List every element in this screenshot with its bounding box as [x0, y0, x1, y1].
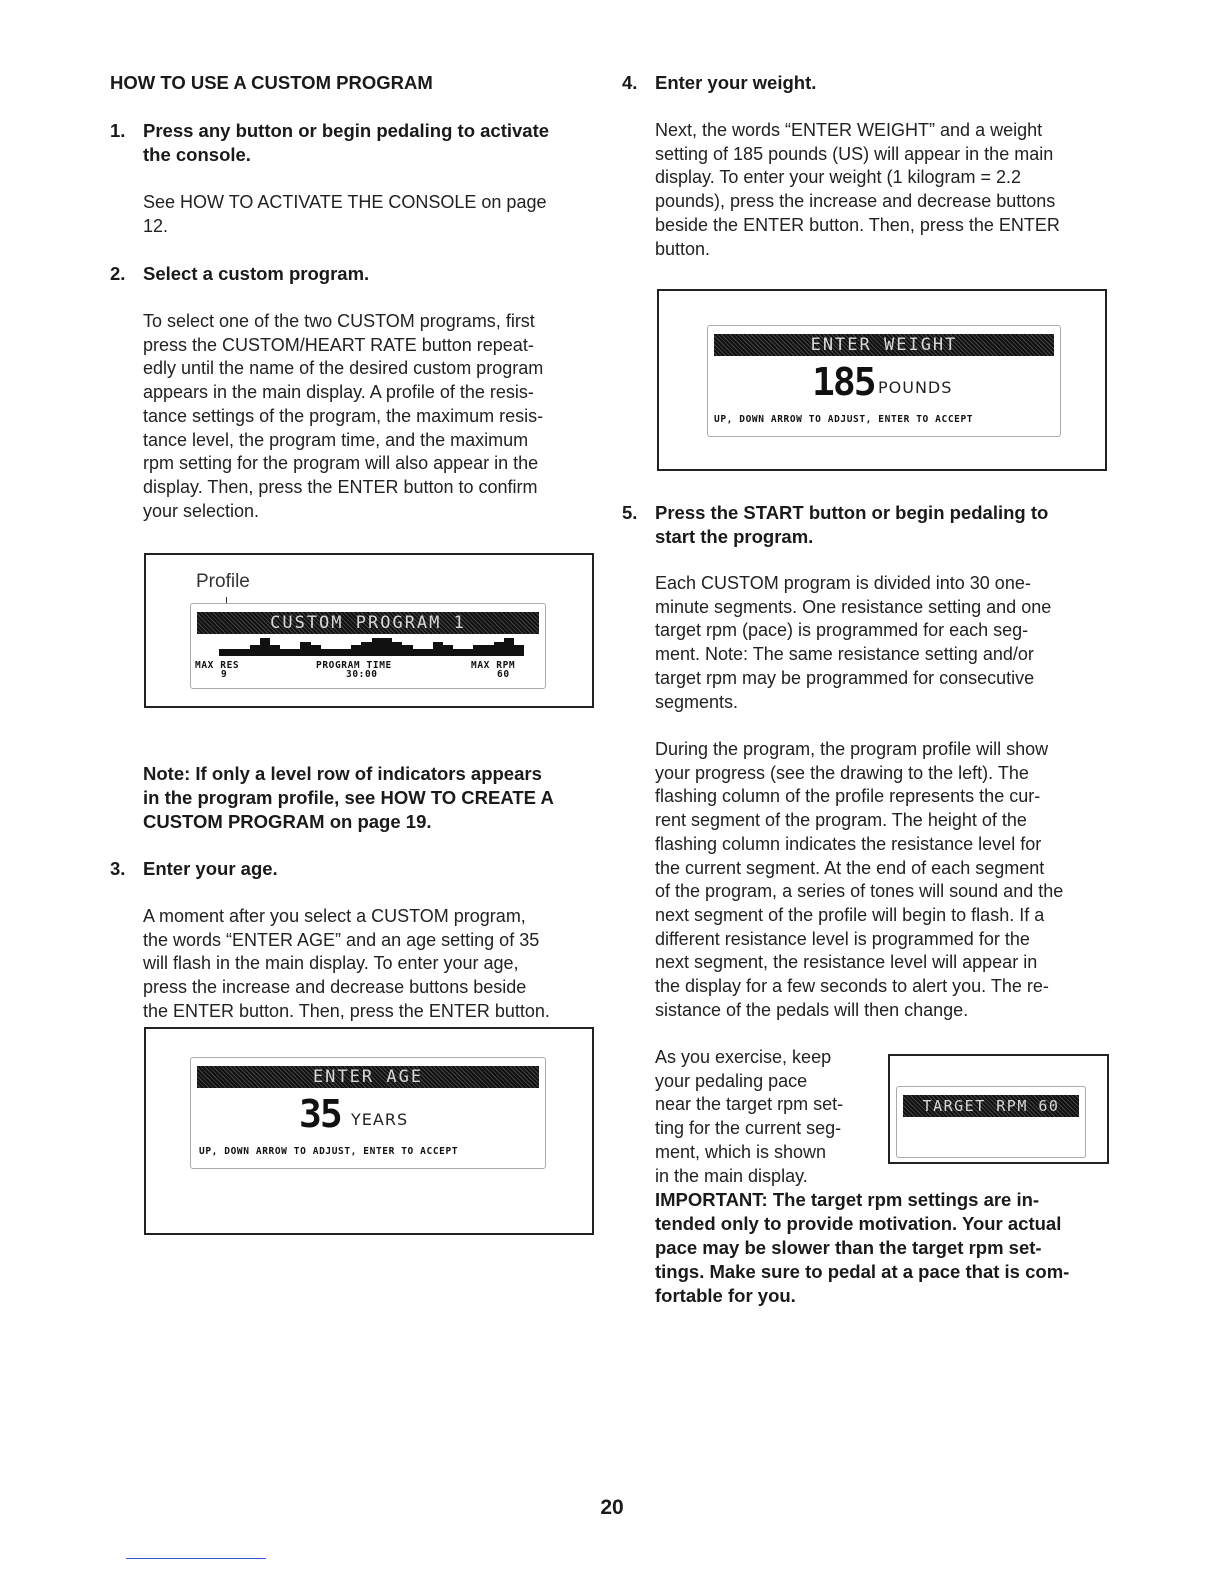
body-line: segments.	[655, 691, 739, 712]
profile-bar	[453, 649, 464, 656]
body-line: 12.	[143, 215, 169, 236]
step-4-body	[655, 119, 1060, 261]
page-number: 20	[600, 1496, 624, 1519]
body-line: ting for the current seg-	[655, 1118, 842, 1139]
body-line: appears in the main display. A profile of the resis-	[143, 382, 534, 403]
profile-bar	[260, 638, 271, 656]
profile-bar	[433, 642, 444, 656]
step-2-body	[143, 310, 543, 523]
lcd-screen	[190, 1057, 546, 1169]
note-line: Note: If only a level row of indicators appears	[143, 763, 542, 784]
step-3-body	[143, 905, 550, 1024]
profile-bar	[443, 645, 454, 656]
body-line: flashing column indicates the resistance level for	[655, 833, 1042, 854]
body-line: the display for a few seconds to alert you. The re-	[655, 976, 1049, 997]
step-number: 1.	[110, 120, 126, 141]
lcd-screen	[896, 1086, 1086, 1158]
body-line: Each CUSTOM program is divided into 30 one-	[655, 573, 1031, 593]
profile-bar	[514, 645, 525, 656]
step-heading-line: start the program.	[655, 526, 814, 547]
profile-bar	[392, 642, 403, 656]
body-line: See HOW TO ACTIVATE THE CONSOLE on page	[143, 192, 547, 212]
lcd-banner: CUSTOM PROGRAM 1	[197, 612, 539, 634]
body-line: flashing column of the profile represents the cur-	[655, 786, 1041, 807]
profile-bar	[463, 649, 474, 656]
profile-bar	[402, 645, 413, 656]
profile-bar	[372, 638, 383, 656]
important-line: pace may be slower than the target rpm set-	[655, 1237, 1042, 1258]
profile-bar	[239, 649, 250, 656]
body-line: next segment, the resistance level will appear in	[655, 952, 1038, 973]
body-line: sistance of the pedals will then change.	[655, 999, 969, 1020]
max-res-value: 9	[221, 669, 228, 680]
profile-bar	[270, 645, 281, 656]
profile-display-figure	[144, 553, 594, 708]
step-heading-line: the console.	[143, 144, 251, 165]
body-line: As you exercise, keep	[655, 1047, 832, 1067]
body-line: will flash in the main display. To enter your age,	[143, 953, 519, 974]
body-line: pounds), press the increase and decrease buttons	[655, 191, 1056, 212]
step-number: 2.	[110, 263, 126, 284]
body-line: the current segment. At the end of each segment	[655, 857, 1045, 878]
body-line: target rpm may be programmed for consecutive	[655, 667, 1035, 688]
body-line: next segment of the profile will begin to flash. If a	[655, 904, 1045, 925]
step-heading-line: Enter your age.	[143, 858, 278, 879]
body-line: near the target rpm set-	[655, 1094, 844, 1115]
important-line: fortable for you.	[655, 1285, 796, 1306]
profile-bar	[473, 645, 484, 656]
profile-chart	[219, 638, 524, 656]
step-heading-line: Press any button or begin pedaling to activate	[143, 120, 550, 141]
weight-unit: POUNDS	[878, 378, 953, 397]
step-1-heading	[110, 119, 610, 169]
weight-display-figure	[657, 289, 1107, 471]
age-value: 35	[299, 1092, 341, 1136]
profile-bar	[229, 649, 240, 656]
body-line: tance level, the program time, and the maximum	[143, 429, 529, 450]
lcd-screen	[190, 603, 546, 689]
step-5-heading	[622, 501, 1122, 551]
lcd-hint: UP, DOWN ARROW TO ADJUST, ENTER TO ACCEPT	[199, 1146, 459, 1157]
step-number: 5.	[622, 502, 638, 523]
step-5-para-3	[655, 1046, 843, 1188]
note-line: in the program profile, see HOW TO CREATE A	[143, 787, 554, 808]
program-time-value: 30:00	[346, 669, 378, 680]
note-text	[143, 762, 554, 834]
profile-bar	[382, 638, 393, 656]
step-2-heading	[110, 262, 610, 288]
profile-label: Profile	[196, 571, 250, 592]
body-line: of the program, a series of tones will sound and the	[655, 881, 1064, 902]
profile-bar	[494, 642, 505, 656]
body-line: rpm setting for the program will also appear in the	[143, 453, 539, 474]
max-res-label: MAX RES	[195, 660, 240, 671]
body-line: minute segments. One resistance setting and one	[655, 596, 1052, 617]
body-line: edly until the name of the desired custom program	[143, 358, 544, 379]
body-line: display. To enter your weight (1 kilogram = 2.2	[655, 167, 1022, 188]
body-line: target rpm (pace) is programmed for each seg-	[655, 620, 1029, 641]
body-line: the words “ENTER AGE” and an age setting of 35	[143, 929, 540, 950]
step-number: 4.	[622, 72, 638, 93]
body-line: Next, the words “ENTER WEIGHT” and a weight	[655, 120, 1043, 140]
body-line: display. Then, press the ENTER button to confirm	[143, 476, 538, 497]
step-5-para-1	[655, 572, 1051, 714]
footer-rule	[126, 1558, 266, 1559]
body-line: ment. Note: The same resistance setting and/or	[655, 644, 1034, 665]
profile-bar	[321, 649, 332, 656]
age-unit: YEARS	[351, 1110, 409, 1129]
body-line: setting of 185 pounds (US) will appear in the main	[655, 143, 1054, 164]
profile-bar	[250, 645, 261, 656]
body-line: A moment after you select a CUSTOM program,	[143, 906, 526, 926]
profile-bar	[483, 645, 494, 656]
profile-bar	[422, 649, 433, 656]
profile-bar	[412, 649, 423, 656]
lcd-hint: UP, DOWN ARROW TO ADJUST, ENTER TO ACCEPT	[714, 414, 974, 425]
step-heading-line: Press the START button or begin pedaling to	[655, 502, 1049, 523]
important-line: tended only to provide motivation. Your actual	[655, 1213, 1062, 1234]
step-number: 3.	[110, 858, 126, 879]
profile-bar	[311, 645, 322, 656]
body-line: beside the ENTER button. Then, press the ENTER	[655, 214, 1060, 235]
step-heading-line: Select a custom program.	[143, 263, 370, 284]
body-line: press the increase and decrease buttons beside	[143, 977, 527, 998]
lcd-banner: TARGET RPM 60	[903, 1095, 1079, 1117]
max-rpm-label: MAX RPM	[471, 660, 516, 671]
important-note	[655, 1188, 1069, 1308]
profile-bar	[351, 645, 362, 656]
body-line: your pedaling pace	[655, 1070, 808, 1091]
body-line: press the CUSTOM/HEART RATE button repeat-	[143, 334, 534, 355]
step-4-heading	[622, 71, 1122, 97]
body-line: different resistance level is programmed for the	[655, 928, 1030, 949]
program-time-label: PROGRAM TIME	[316, 660, 392, 671]
body-line: ment, which is shown	[655, 1141, 827, 1162]
age-display-figure	[144, 1027, 594, 1235]
body-line: tance settings of the program, the maximum resis-	[143, 405, 544, 426]
profile-bar	[341, 649, 352, 656]
step-3-heading	[110, 857, 610, 883]
profile-bar	[331, 649, 342, 656]
body-line: your progress (see the drawing to the left). The	[655, 762, 1029, 783]
rpm-display-figure	[888, 1054, 1109, 1164]
body-line: your selection.	[143, 500, 260, 521]
body-line: During the program, the program profile will show	[655, 739, 1049, 759]
profile-bar	[300, 642, 311, 656]
step-5-para-2	[655, 738, 1063, 1022]
body-line: rent segment of the program. The height of the	[655, 810, 1027, 831]
lcd-banner: ENTER WEIGHT	[714, 334, 1054, 356]
body-line: To select one of the two CUSTOM programs, first	[143, 311, 535, 331]
lcd-screen	[707, 325, 1061, 437]
body-line: in the main display.	[655, 1165, 808, 1186]
profile-bar	[504, 638, 515, 656]
max-rpm-value: 60	[497, 669, 510, 680]
note-line: CUSTOM PROGRAM on page 19.	[143, 811, 432, 832]
body-line: button.	[655, 238, 711, 259]
important-line: tings. Make sure to pedal at a pace that is com-	[655, 1261, 1070, 1282]
step-1-body	[143, 191, 546, 238]
section-title: HOW TO USE A CUSTOM PROGRAM	[110, 72, 433, 93]
profile-bar	[290, 649, 301, 656]
profile-bar	[219, 649, 230, 656]
profile-bar	[361, 642, 372, 656]
step-heading-line: Enter your weight.	[655, 72, 817, 93]
important-line: IMPORTANT: The target rpm settings are in-	[655, 1189, 1040, 1210]
body-line: the ENTER button. Then, press the ENTER button.	[143, 1000, 550, 1021]
lcd-banner: ENTER AGE	[197, 1066, 539, 1088]
profile-bar	[280, 649, 291, 656]
weight-value: 185	[812, 360, 875, 404]
